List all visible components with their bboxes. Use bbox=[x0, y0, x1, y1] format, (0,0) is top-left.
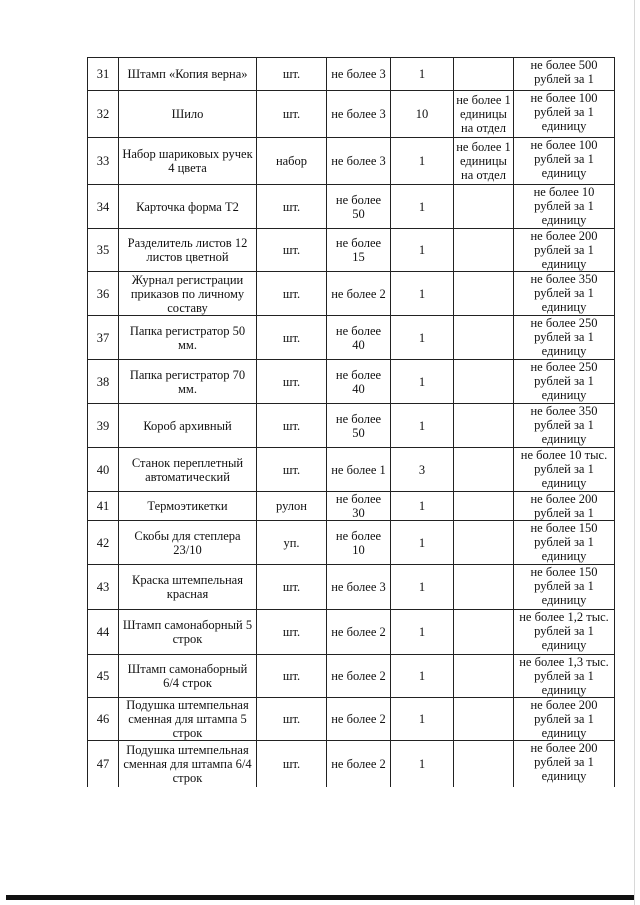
item-name-cell: Шило bbox=[119, 91, 257, 138]
table-row bbox=[88, 610, 615, 655]
table-row bbox=[88, 138, 615, 185]
unit-cell: шт. bbox=[257, 360, 327, 404]
count-cell: 1 bbox=[391, 360, 454, 404]
unit-cell: шт. bbox=[257, 91, 327, 138]
row-number-cell: 39 bbox=[88, 404, 119, 448]
table-row bbox=[88, 565, 615, 610]
quantity-cell: не более 30 bbox=[327, 492, 391, 521]
quantity-cell: не более 2 bbox=[327, 272, 391, 316]
price-cell: не более 200 рублей за 1 bbox=[514, 492, 615, 521]
count-cell: 3 bbox=[391, 448, 454, 492]
item-name-cell: Карточка форма Т2 bbox=[119, 185, 257, 229]
price-cell: не более 350 рублей за 1 единицу bbox=[514, 404, 615, 448]
quantity-cell: не более 50 bbox=[327, 185, 391, 229]
quantity-cell: не более 2 bbox=[327, 698, 391, 741]
count-cell: 1 bbox=[391, 565, 454, 610]
price-cell: не более 350 рублей за 1 единицу bbox=[514, 272, 615, 316]
unit-cell: шт. bbox=[257, 698, 327, 741]
table-row bbox=[88, 360, 615, 404]
price-cell: не более 10 рублей за 1 единицу bbox=[514, 185, 615, 229]
quantity-cell: не более 10 bbox=[327, 521, 391, 565]
limit-cell bbox=[454, 492, 514, 521]
table-row bbox=[88, 229, 615, 272]
row-number-cell: 34 bbox=[88, 185, 119, 229]
scan-bottom-border bbox=[6, 895, 634, 900]
limit-cell: не более 1 единицы на отдел bbox=[454, 91, 514, 138]
price-cell: не более 200 рублей за 1 единицу bbox=[514, 741, 615, 787]
limit-cell bbox=[454, 360, 514, 404]
row-number-cell: 41 bbox=[88, 492, 119, 521]
unit-cell: шт. bbox=[257, 610, 327, 655]
row-number-cell: 33 bbox=[88, 138, 119, 185]
limit-cell: не более 1 единицы на отдел bbox=[454, 138, 514, 185]
limit-cell bbox=[454, 610, 514, 655]
limit-cell bbox=[454, 448, 514, 492]
item-name-cell: Подушка штемпельная сменная для штампа 5 строк bbox=[119, 698, 257, 741]
quantity-cell: не более 50 bbox=[327, 404, 391, 448]
row-number-cell: 35 bbox=[88, 229, 119, 272]
row-number-cell: 32 bbox=[88, 91, 119, 138]
quantity-cell: не более 3 bbox=[327, 565, 391, 610]
count-cell: 1 bbox=[391, 404, 454, 448]
price-cell: не более 500 рублей за 1 bbox=[514, 58, 615, 91]
unit-cell: шт. bbox=[257, 655, 327, 698]
limit-cell bbox=[454, 521, 514, 565]
item-name-cell: Набор шариковых ручек 4 цвета bbox=[119, 138, 257, 185]
table-row bbox=[88, 404, 615, 448]
price-cell: не более 100 рублей за 1 единицу bbox=[514, 91, 615, 138]
table-row bbox=[88, 91, 615, 138]
table-row bbox=[88, 655, 615, 698]
count-cell: 1 bbox=[391, 521, 454, 565]
price-cell: не более 1,3 тыс. рублей за 1 единицу bbox=[514, 655, 615, 698]
limit-cell bbox=[454, 565, 514, 610]
unit-cell: рулон bbox=[257, 492, 327, 521]
supplies-table bbox=[87, 57, 615, 787]
item-name-cell: Разделитель листов 12 листов цветной bbox=[119, 229, 257, 272]
table-row bbox=[88, 521, 615, 565]
quantity-cell: не более 2 bbox=[327, 655, 391, 698]
table-row bbox=[88, 698, 615, 741]
quantity-cell: не более 40 bbox=[327, 360, 391, 404]
item-name-cell: Подушка штемпельная сменная для штампа 6/4 строк bbox=[119, 741, 257, 787]
table-row bbox=[88, 492, 615, 521]
table-row bbox=[88, 272, 615, 316]
limit-cell bbox=[454, 655, 514, 698]
item-name-cell: Папка регистратор 50 мм. bbox=[119, 316, 257, 360]
item-name-cell: Станок переплетный автоматический bbox=[119, 448, 257, 492]
count-cell: 1 bbox=[391, 698, 454, 741]
unit-cell: шт. bbox=[257, 58, 327, 91]
quantity-cell: не более 2 bbox=[327, 610, 391, 655]
count-cell: 10 bbox=[391, 91, 454, 138]
count-cell: 1 bbox=[391, 316, 454, 360]
count-cell: 1 bbox=[391, 272, 454, 316]
quantity-cell: не более 15 bbox=[327, 229, 391, 272]
count-cell: 1 bbox=[391, 185, 454, 229]
limit-cell bbox=[454, 316, 514, 360]
unit-cell: набор bbox=[257, 138, 327, 185]
count-cell: 1 bbox=[391, 655, 454, 698]
item-name-cell: Термоэтикетки bbox=[119, 492, 257, 521]
item-name-cell: Штамп самонаборный 5 строк bbox=[119, 610, 257, 655]
table-row bbox=[88, 58, 615, 91]
table-row bbox=[88, 741, 615, 787]
unit-cell: шт. bbox=[257, 185, 327, 229]
row-number-cell: 43 bbox=[88, 565, 119, 610]
unit-cell: шт. bbox=[257, 448, 327, 492]
quantity-cell: не более 3 bbox=[327, 58, 391, 91]
limit-cell bbox=[454, 58, 514, 91]
item-name-cell: Штамп самонаборный 6/4 строк bbox=[119, 655, 257, 698]
quantity-cell: не более 3 bbox=[327, 138, 391, 185]
row-number-cell: 45 bbox=[88, 655, 119, 698]
limit-cell bbox=[454, 741, 514, 787]
row-number-cell: 37 bbox=[88, 316, 119, 360]
row-number-cell: 46 bbox=[88, 698, 119, 741]
price-cell: не более 200 рублей за 1 единицу bbox=[514, 229, 615, 272]
price-cell: не более 100 рублей за 1 единицу bbox=[514, 138, 615, 185]
item-name-cell: Короб архивный bbox=[119, 404, 257, 448]
price-cell: не более 1,2 тыс. рублей за 1 единицу bbox=[514, 610, 615, 655]
limit-cell bbox=[454, 698, 514, 741]
limit-cell bbox=[454, 272, 514, 316]
row-number-cell: 47 bbox=[88, 741, 119, 787]
price-cell: не более 250 рублей за 1 единицу bbox=[514, 360, 615, 404]
row-number-cell: 36 bbox=[88, 272, 119, 316]
item-name-cell: Журнал регистрации приказов по личному составу bbox=[119, 272, 257, 316]
table-row bbox=[88, 316, 615, 360]
unit-cell: шт. bbox=[257, 229, 327, 272]
limit-cell bbox=[454, 229, 514, 272]
price-cell: не более 150 рублей за 1 единицу bbox=[514, 521, 615, 565]
price-cell: не более 10 тыс. рублей за 1 единицу bbox=[514, 448, 615, 492]
limit-cell bbox=[454, 185, 514, 229]
unit-cell: шт. bbox=[257, 404, 327, 448]
unit-cell: шт. bbox=[257, 565, 327, 610]
quantity-cell: не более 2 bbox=[327, 741, 391, 787]
count-cell: 1 bbox=[391, 58, 454, 91]
table-row bbox=[88, 185, 615, 229]
count-cell: 1 bbox=[391, 229, 454, 272]
quantity-cell: не более 3 bbox=[327, 91, 391, 138]
count-cell: 1 bbox=[391, 138, 454, 185]
row-number-cell: 42 bbox=[88, 521, 119, 565]
item-name-cell: Краска штемпельная красная bbox=[119, 565, 257, 610]
unit-cell: шт. bbox=[257, 316, 327, 360]
price-cell: не более 150 рублей за 1 единицу bbox=[514, 565, 615, 610]
scan-right-edge bbox=[634, 0, 635, 905]
row-number-cell: 44 bbox=[88, 610, 119, 655]
price-cell: не более 250 рублей за 1 единицу bbox=[514, 316, 615, 360]
row-number-cell: 31 bbox=[88, 58, 119, 91]
row-number-cell: 40 bbox=[88, 448, 119, 492]
item-name-cell: Папка регистратор 70 мм. bbox=[119, 360, 257, 404]
unit-cell: шт. bbox=[257, 741, 327, 787]
price-cell: не более 200 рублей за 1 единицу bbox=[514, 698, 615, 741]
quantity-cell: не более 40 bbox=[327, 316, 391, 360]
row-number-cell: 38 bbox=[88, 360, 119, 404]
quantity-cell: не более 1 bbox=[327, 448, 391, 492]
item-name-cell: Штамп «Копия верна» bbox=[119, 58, 257, 91]
count-cell: 1 bbox=[391, 492, 454, 521]
item-name-cell: Скобы для степлера 23/10 bbox=[119, 521, 257, 565]
count-cell: 1 bbox=[391, 610, 454, 655]
unit-cell: шт. bbox=[257, 272, 327, 316]
limit-cell bbox=[454, 404, 514, 448]
table-row bbox=[88, 448, 615, 492]
unit-cell: уп. bbox=[257, 521, 327, 565]
count-cell: 1 bbox=[391, 741, 454, 787]
